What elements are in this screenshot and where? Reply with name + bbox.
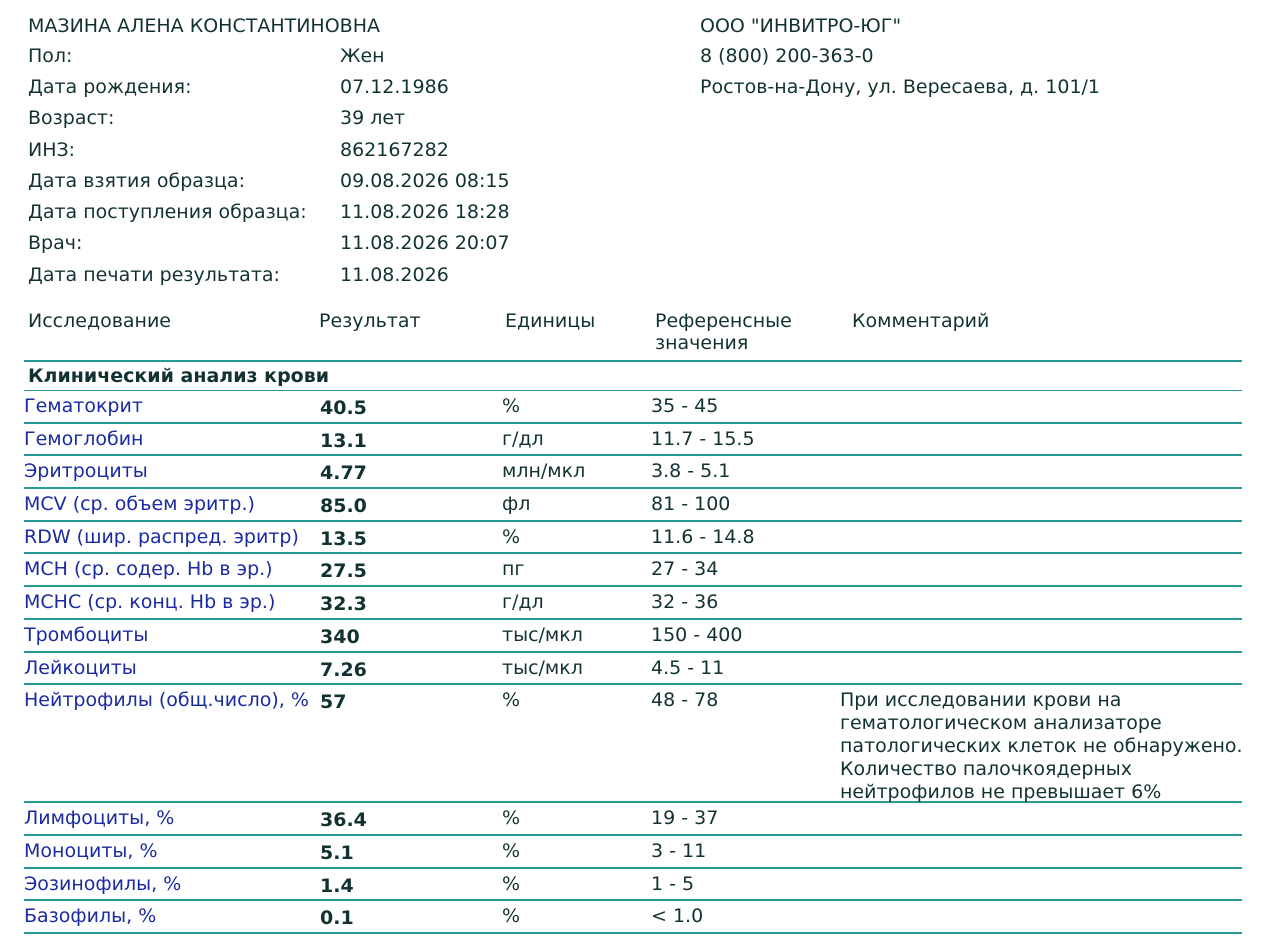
table-row (24, 620, 1242, 653)
test-name: Гемоглобин (24, 427, 144, 450)
field-label: Врач: (28, 232, 83, 255)
test-ref: < 1.0 (651, 905, 704, 928)
test-name: Гематокрит (24, 395, 143, 417)
header-result: Результат (319, 310, 421, 332)
test-result: 27.5 (320, 560, 367, 583)
test-name: Эозинофилы, % (24, 872, 182, 895)
test-result: 4.77 (320, 462, 367, 485)
field-label: Дата поступления образца: (28, 201, 307, 224)
header-comment: Комментарий (852, 310, 990, 332)
patient-info (28, 12, 510, 290)
field-value: Жен (340, 44, 385, 67)
header-ref: Референсные значения (655, 310, 792, 354)
test-result: 32.3 (320, 593, 367, 616)
test-unit: % (502, 872, 521, 895)
test-unit: % (502, 395, 521, 417)
table-row (24, 424, 1242, 457)
test-ref: 81 - 100 (651, 493, 731, 516)
test-unit: % (502, 689, 521, 712)
test-ref: 11.6 - 14.8 (651, 525, 755, 548)
test-unit: млн/мкл (502, 460, 586, 483)
patient-field (28, 259, 510, 290)
patient-field (28, 71, 510, 102)
test-result: 57 (320, 691, 347, 714)
test-ref: 3 - 11 (651, 839, 707, 862)
results-table (24, 360, 1242, 934)
test-unit: тыс/мкл (502, 623, 583, 646)
field-value: 11.08.2026 18:28 (340, 201, 510, 224)
test-name: RDW (шир. распред. эритр) (24, 525, 299, 548)
table-row (24, 522, 1242, 555)
header-units: Единицы (505, 310, 596, 332)
test-name: Лимфоциты, % (24, 807, 175, 830)
patient-field (28, 103, 510, 134)
test-unit: пг (502, 558, 525, 581)
field-value: 11.08.2026 20:07 (340, 232, 510, 255)
test-unit: % (502, 905, 521, 928)
test-name: Тромбоциты (24, 623, 149, 646)
table-row (24, 653, 1242, 686)
field-label: Возраст: (28, 107, 115, 130)
test-ref: 4.5 - 11 (651, 656, 725, 679)
test-unit: г/дл (502, 591, 544, 614)
test-name: Нейтрофилы (общ.число), % (24, 689, 309, 712)
test-ref: 27 - 34 (651, 558, 719, 581)
field-value: 11.08.2026 (340, 263, 449, 286)
patient-field (28, 134, 510, 165)
table-row (24, 836, 1242, 869)
test-ref: 3.8 - 5.1 (651, 460, 731, 483)
lab-phone: 8 (800) 200-363-0 (700, 44, 874, 67)
test-result: 5.1 (320, 841, 354, 864)
test-unit: тыс/мкл (502, 656, 583, 679)
test-comment: При исследовании крови на гематологическом анализаторе патологических клеток не обнаружено. Количество палочкоядерных нейтрофилов не превышает 6% (840, 689, 1243, 804)
test-result: 7.26 (320, 658, 367, 681)
field-value: 39 лет (340, 107, 406, 130)
table-row (24, 901, 1242, 934)
section-title: Клинический анализ крови (24, 362, 1242, 391)
field-label: ИНЗ: (28, 138, 76, 161)
test-result: 13.5 (320, 527, 367, 550)
test-result: 40.5 (320, 397, 367, 419)
field-label: Дата рождения: (28, 75, 192, 98)
lab-address: Ростов-на-Дону, ул. Вересаева, д. 101/1 (700, 75, 1101, 98)
test-name: Лейкоциты (24, 656, 137, 679)
table-row (24, 685, 1242, 803)
test-ref: 19 - 37 (651, 807, 719, 830)
patient-field (28, 228, 510, 259)
table-row (24, 456, 1242, 489)
test-result: 13.1 (320, 429, 367, 452)
patient-name: МАЗИНА АЛЕНА КОНСТАНТИНОВНА (28, 15, 380, 37)
test-result: 0.1 (320, 907, 354, 930)
test-name: MCV (ср. объем эритр.) (24, 493, 255, 516)
test-unit: фл (502, 493, 531, 516)
test-result: 340 (320, 625, 360, 648)
test-unit: % (502, 525, 521, 548)
test-name: MCH (ср. содер. Hb в эр.) (24, 558, 273, 581)
table-row (24, 869, 1242, 902)
header-test: Исследование (28, 310, 172, 332)
test-result: 1.4 (320, 874, 354, 897)
test-name: МСНС (ср. конц. Hb в эр.) (24, 591, 276, 614)
field-value: 862167282 (340, 138, 449, 161)
test-ref: 32 - 36 (651, 591, 719, 614)
field-value: 07.12.1986 (340, 75, 449, 98)
table-row (24, 489, 1242, 522)
patient-field (28, 40, 510, 71)
test-ref: 11.7 - 15.5 (651, 427, 755, 450)
test-ref: 35 - 45 (651, 395, 719, 417)
field-value: 09.08.2026 08:15 (340, 169, 510, 192)
table-row (24, 391, 1242, 424)
field-label: Дата печати результата: (28, 263, 280, 286)
field-label: Пол: (28, 44, 73, 67)
patient-field (28, 196, 510, 227)
table-row (24, 803, 1242, 836)
patient-field (28, 165, 510, 196)
test-ref: 150 - 400 (651, 623, 743, 646)
test-unit: % (502, 807, 521, 830)
test-unit: г/дл (502, 427, 544, 450)
table-row (24, 554, 1242, 587)
test-name: Эритроциты (24, 460, 148, 483)
table-row (24, 587, 1242, 620)
test-ref: 1 - 5 (651, 872, 695, 895)
field-label: Дата взятия образца: (28, 169, 245, 192)
test-unit: % (502, 839, 521, 862)
test-ref: 48 - 78 (651, 689, 719, 712)
test-name: Базофилы, % (24, 905, 157, 928)
lab-info (700, 12, 1100, 102)
test-name: Моноциты, % (24, 839, 158, 862)
lab-name: ООО "ИНВИТРО-ЮГ" (700, 15, 902, 37)
test-result: 36.4 (320, 809, 367, 832)
test-result: 85.0 (320, 495, 367, 518)
